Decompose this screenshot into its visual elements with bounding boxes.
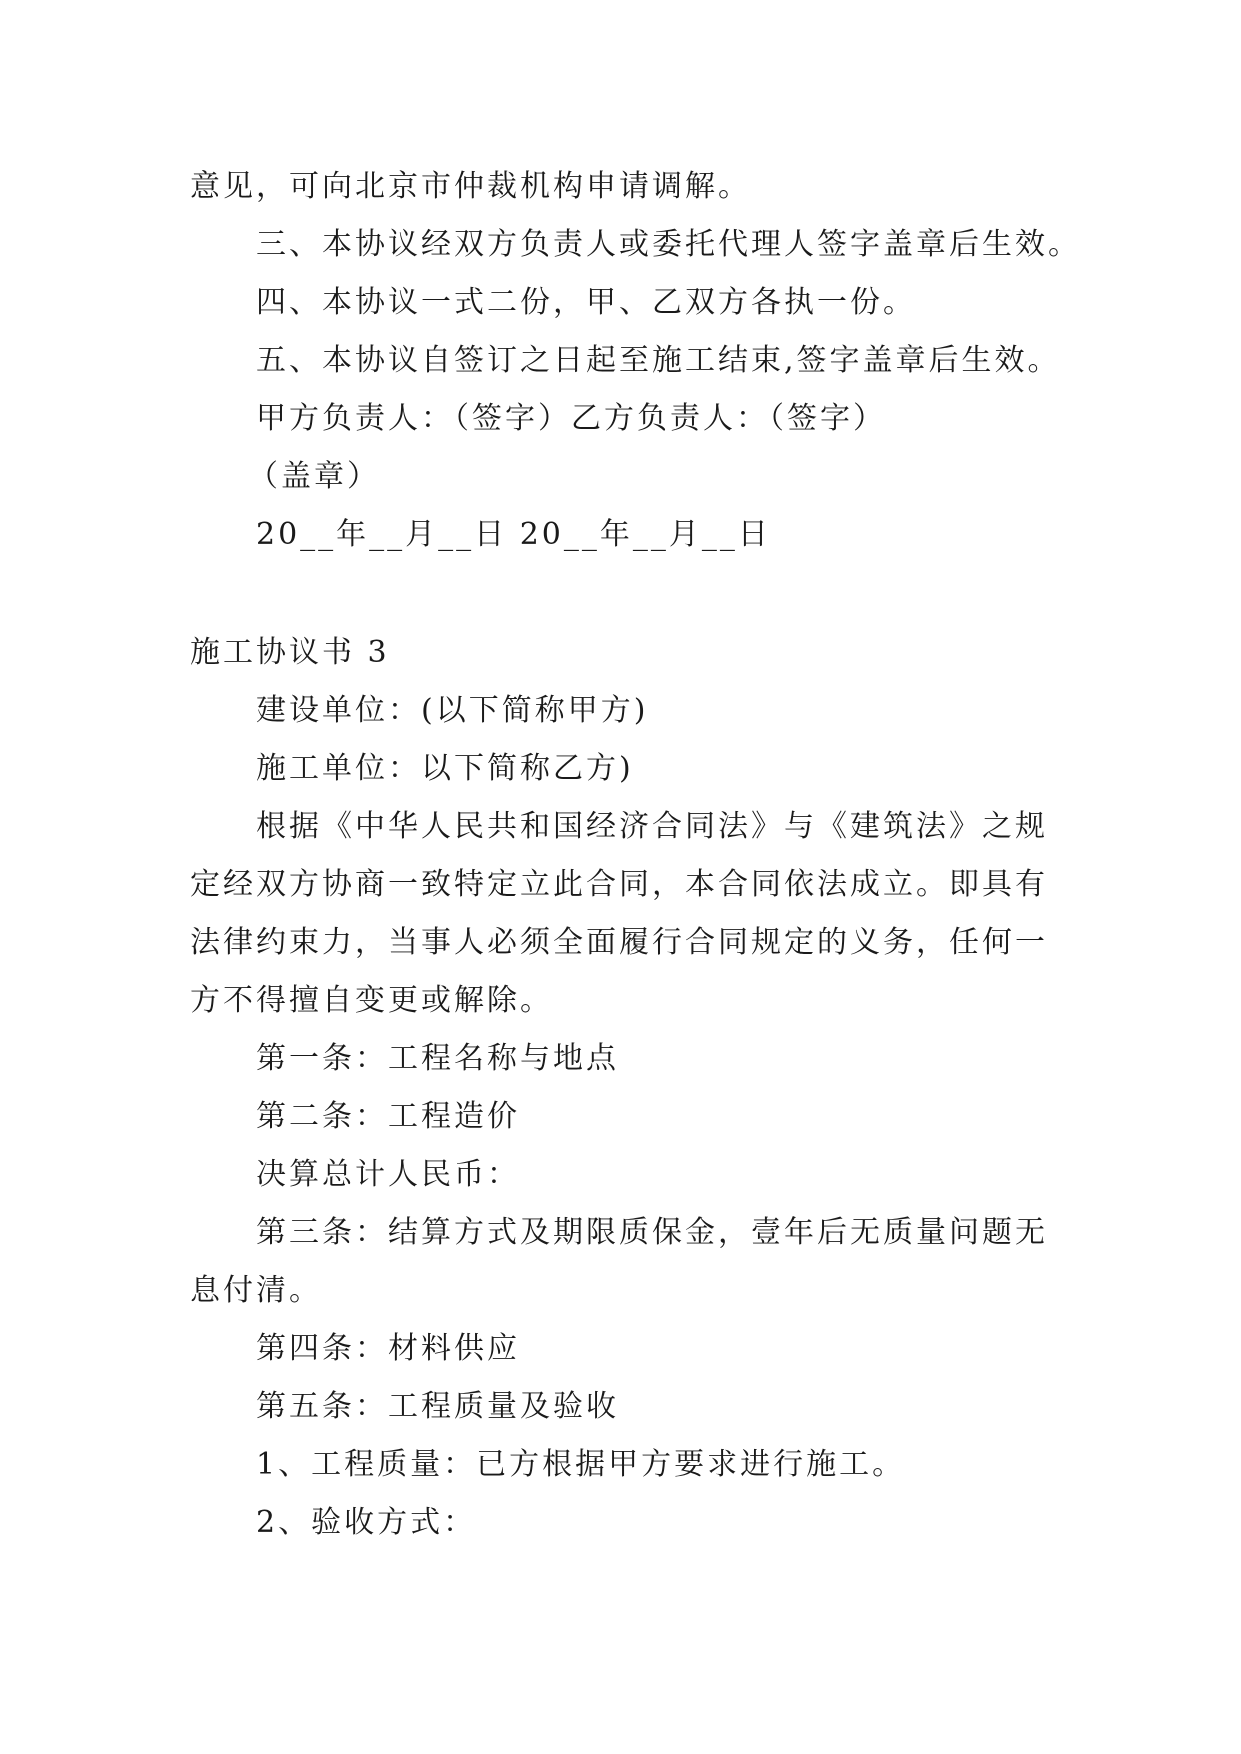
acceptance-item: 2、验收方式：	[256, 1505, 477, 1540]
preamble-line: 定经双方协商一致特定立此合同，本合同依法成立。即具有	[190, 867, 1048, 902]
article-four: 第四条：材料供应	[256, 1331, 520, 1366]
date-line: 20__年__月__日 20__年__月__日	[256, 517, 771, 552]
clause-five: 五、本协议自签订之日起至施工结束,签字盖章后生效。	[256, 343, 1061, 378]
preamble-line: 根据《中华人民共和国经济合同法》与《建筑法》之规	[256, 809, 1048, 844]
preamble-line: 方不得擅自变更或解除。	[190, 983, 553, 1018]
seal-line: （盖章）	[248, 459, 380, 494]
contractor-unit-line: 施工单位：以下简称乙方)	[256, 751, 634, 786]
article-three-continued: 息付清。	[190, 1273, 322, 1308]
construction-unit-line: 建设单位：(以下简称甲方)	[256, 693, 649, 728]
signature-line: 甲方负责人：（签字）乙方负责人：（签字）	[256, 401, 886, 436]
paragraph-line: 意见，可向北京市仲裁机构申请调解。	[190, 169, 751, 204]
quality-item: 1、工程质量：已方根据甲方要求进行施工。	[256, 1447, 906, 1482]
settlement-total-line: 决算总计人民币：	[256, 1157, 520, 1192]
clause-three: 三、本协议经双方负责人或委托代理人签字盖章后生效。	[256, 227, 1081, 262]
section-spacer	[190, 564, 1090, 624]
article-three: 第三条：结算方式及期限质保金，壹年后无质量问题无	[256, 1215, 1048, 1250]
document-body	[190, 158, 1090, 1552]
article-one: 第一条：工程名称与地点	[256, 1041, 619, 1076]
clause-four: 四、本协议一式二份，甲、乙双方各执一份。	[256, 285, 916, 320]
preamble-line: 法律约束力，当事人必须全面履行合同规定的义务，任何一	[190, 925, 1048, 960]
section-title: 施工协议书 3	[190, 635, 390, 670]
article-two: 第二条：工程造价	[256, 1099, 520, 1134]
article-five: 第五条：工程质量及验收	[256, 1389, 619, 1424]
